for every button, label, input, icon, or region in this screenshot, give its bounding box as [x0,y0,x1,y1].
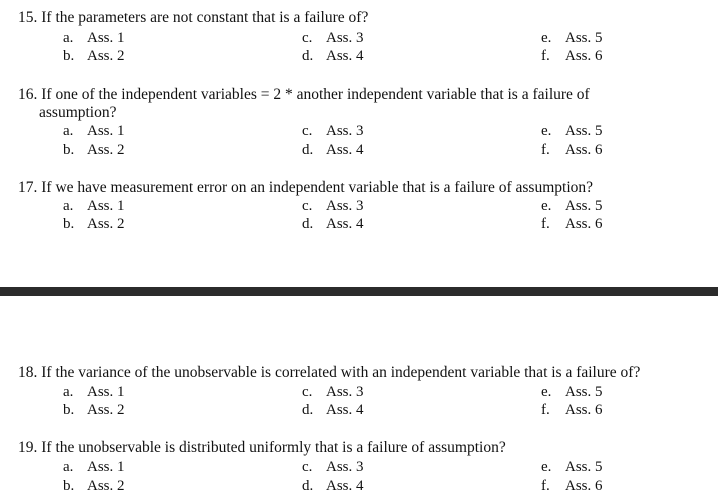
option-letter: e. [541,123,552,139]
q15-option-c[interactable] [302,29,364,47]
option-letter: a. [63,123,74,139]
question-text: If we have measurement error on an independent variable that is a failure of assumption? [41,179,594,196]
option-letter: e. [541,30,552,46]
q18-option-e[interactable] [541,383,603,401]
q19-option-d[interactable] [302,477,364,495]
option-letter: d. [302,216,314,232]
option-label: Ass. 5 [565,384,603,400]
option-letter: d. [302,142,314,158]
option-letter: b. [63,402,75,418]
option-label: Ass. 2 [87,48,125,64]
q17-option-c[interactable] [302,197,364,215]
q19-option-b[interactable] [63,477,125,495]
option-letter: e. [541,198,552,214]
option-letter: b. [63,216,75,232]
q15-option-e[interactable] [541,29,603,47]
option-label: Ass. 5 [565,198,603,214]
q17-option-a[interactable] [63,197,125,215]
option-letter: d. [302,478,314,494]
q17-option-b[interactable] [63,215,125,233]
option-letter: a. [63,384,74,400]
option-label: Ass. 1 [87,384,125,400]
option-label: Ass. 1 [87,123,125,139]
question-16-title-cont [39,104,117,122]
option-letter: f. [541,48,550,64]
option-letter: f. [541,216,550,232]
option-label: Ass. 2 [87,402,125,418]
question-text: If the variance of the unobservable is correlated with an independent variable that is a failure of? [41,364,641,381]
option-label: Ass. 5 [565,459,603,475]
q15-option-b[interactable] [63,47,125,65]
option-label: Ass. 4 [326,142,364,158]
q16-option-d[interactable] [302,141,364,159]
option-letter: f. [541,142,550,158]
option-label: Ass. 4 [326,216,364,232]
option-letter: c. [302,123,313,139]
page-divider [0,287,718,296]
option-label: Ass. 6 [565,478,603,494]
option-letter: b. [63,142,75,158]
question-19-title [18,439,506,457]
q15-option-f[interactable] [541,47,603,65]
option-letter: f. [541,402,550,418]
q18-option-b[interactable] [63,401,125,419]
q19-option-e[interactable] [541,458,603,476]
option-label: Ass. 2 [87,142,125,158]
q17-option-f[interactable] [541,215,603,233]
option-letter: c. [302,198,313,214]
question-number: 17. [18,179,38,196]
q18-option-c[interactable] [302,383,364,401]
option-letter: f. [541,478,550,494]
option-label: Ass. 4 [326,48,364,64]
q19-option-a[interactable] [63,458,125,476]
q19-option-f[interactable] [541,477,603,495]
option-label: Ass. 6 [565,402,603,418]
question-17-title [18,179,593,197]
option-label: Ass. 1 [87,459,125,475]
question-16-title [18,86,590,104]
question-text-line2: assumption? [39,104,117,121]
option-label: Ass. 3 [326,30,364,46]
q15-option-a[interactable] [63,29,125,47]
option-letter: c. [302,384,313,400]
option-letter: d. [302,48,314,64]
question-text: If the unobservable is distributed uniformly that is a failure of assumption? [41,439,506,456]
option-label: Ass. 2 [87,216,125,232]
q19-option-c[interactable] [302,458,364,476]
option-letter: b. [63,48,75,64]
option-label: Ass. 5 [565,123,603,139]
q18-option-d[interactable] [302,401,364,419]
option-label: Ass. 3 [326,123,364,139]
q18-option-a[interactable] [63,383,125,401]
option-label: Ass. 3 [326,459,364,475]
q16-option-f[interactable] [541,141,603,159]
option-label: Ass. 1 [87,30,125,46]
option-label: Ass. 4 [326,402,364,418]
option-letter: d. [302,402,314,418]
q17-option-d[interactable] [302,215,364,233]
question-15-title [18,9,368,27]
question-number: 15. [18,9,38,26]
option-letter: a. [63,459,74,475]
question-text-line1: If one of the independent variables = 2 * another independent variable that is a failure of [41,86,590,103]
option-letter: b. [63,478,75,494]
option-letter: e. [541,459,552,475]
question-number: 16. [18,86,38,103]
q16-option-e[interactable] [541,122,603,140]
question-number: 18. [18,364,38,381]
option-letter: a. [63,30,74,46]
option-letter: e. [541,384,552,400]
q18-option-f[interactable] [541,401,603,419]
option-label: Ass. 6 [565,142,603,158]
q16-option-a[interactable] [63,122,125,140]
option-label: Ass. 4 [326,478,364,494]
option-letter: a. [63,198,74,214]
option-label: Ass. 6 [565,216,603,232]
q17-option-e[interactable] [541,197,603,215]
question-text: If the parameters are not constant that is a failure of? [41,9,369,26]
q16-option-c[interactable] [302,122,364,140]
option-label: Ass. 5 [565,30,603,46]
option-letter: c. [302,459,313,475]
q16-option-b[interactable] [63,141,125,159]
option-letter: c. [302,30,313,46]
option-label: Ass. 3 [326,198,364,214]
q15-option-d[interactable] [302,47,364,65]
option-label: Ass. 6 [565,48,603,64]
option-label: Ass. 1 [87,198,125,214]
option-label: Ass. 3 [326,384,364,400]
question-18-title [18,364,640,382]
option-label: Ass. 2 [87,478,125,494]
question-number: 19. [18,439,38,456]
